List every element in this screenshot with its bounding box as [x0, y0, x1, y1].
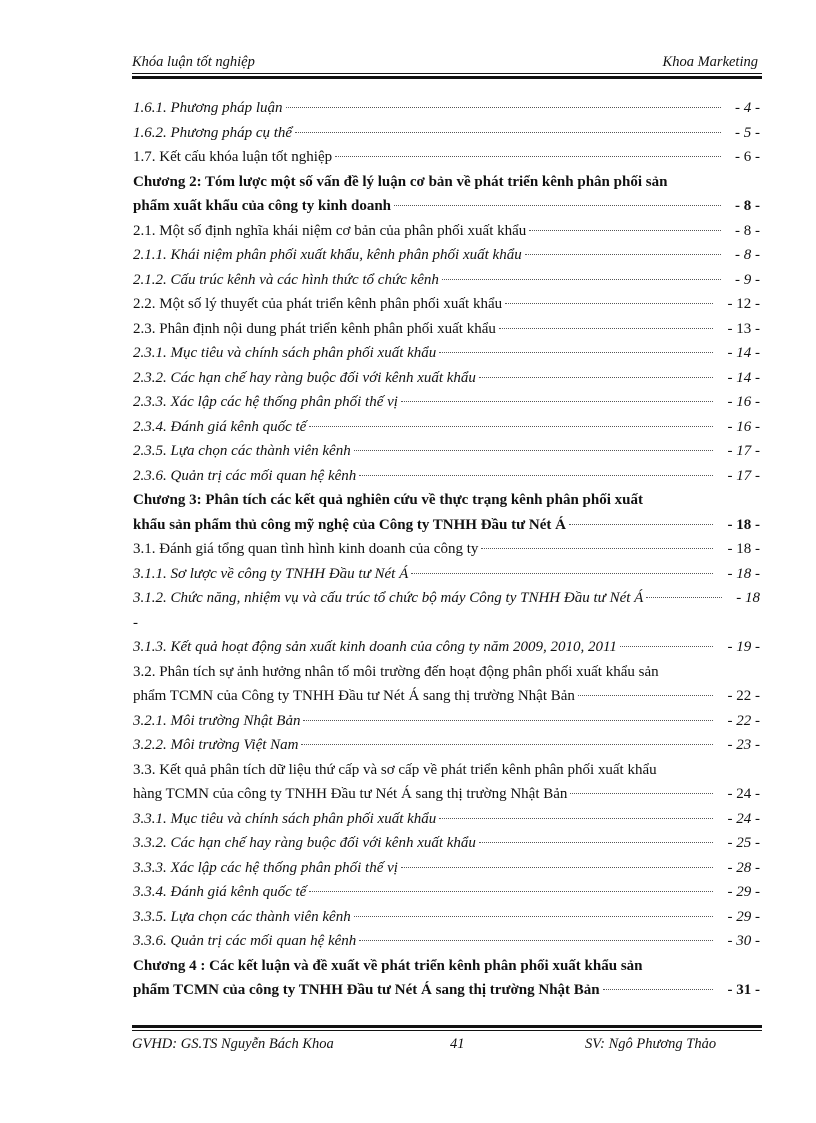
toc-entry-label: 2.1. Một số định nghĩa khái niệm cơ bản của phân phối xuất khẩu	[133, 222, 527, 239]
toc-entry[interactable]	[133, 172, 760, 197]
toc-entry-label: 3.3.2. Các hạn chế hay ràng buộc đối với kênh xuất khẩu	[133, 835, 476, 851]
toc-entry[interactable]	[133, 343, 760, 368]
toc-entry-page: - 22 -	[727, 712, 760, 729]
toc-entry-page: - 19 -	[727, 639, 760, 655]
toc-leader-dots	[570, 792, 713, 794]
toc-entry[interactable]	[133, 515, 760, 540]
toc-leader-dots	[569, 523, 713, 525]
toc-leader-dots	[525, 253, 721, 255]
toc-leader-dots	[301, 743, 713, 745]
toc-entry-page: - 14 -	[727, 345, 760, 361]
toc-entry[interactable]	[133, 956, 760, 981]
toc-entry-page: - 16 -	[727, 394, 760, 410]
toc-entry[interactable]	[133, 907, 760, 932]
toc-entry[interactable]	[133, 784, 760, 809]
footer-student: SV: Ngô Phương Thảo	[585, 1036, 717, 1052]
toc-entry-label: 2.3.4. Đánh giá kênh quốc tế	[133, 418, 307, 435]
toc-entry-page: - 13 -	[727, 320, 760, 337]
toc-entry-label: phẩm TCMN của công ty TNHH Đầu tư Nét Á sang thị trường Nhật Bản	[133, 982, 600, 998]
toc-entry-label: 3.3.4. Đánh giá kênh quốc tế	[133, 884, 307, 900]
toc-entry-label: 3.2.2. Môi trường Việt Nam	[133, 737, 299, 753]
toc-entry[interactable]	[133, 686, 760, 711]
toc-entry[interactable]	[133, 441, 760, 466]
toc-entry-label: 3.3.1. Mục tiêu và chính sách phân phối xuất khẩu	[133, 810, 437, 827]
toc-entry[interactable]	[133, 245, 760, 270]
toc-entry-page: - 22 -	[727, 688, 760, 704]
toc-entry[interactable]	[133, 196, 760, 221]
toc-entry-label: Chương 2: Tóm lược một số vấn đề lý luận cơ bản về phát triển kênh phân phối sản	[133, 173, 668, 190]
toc-leader-dots	[529, 229, 721, 231]
toc-entry-label: 3.3.3. Xác lập các hệ thống phân phối thế vị	[133, 859, 398, 876]
toc-entry[interactable]	[133, 882, 760, 907]
toc-leader-dots	[439, 351, 713, 353]
toc-leader-dots	[401, 400, 713, 402]
toc-leader-dots	[359, 939, 713, 941]
toc-leader-dots	[442, 278, 721, 280]
toc-entry-page: - 29 -	[727, 884, 760, 900]
toc-entry-label: 2.3.3. Xác lập các hệ thống phân phối thế vị	[133, 394, 398, 410]
toc-leader-dots	[359, 474, 713, 476]
toc-entry-label: 3.1.2. Chức năng, nhiệm vụ và cấu trúc tổ chức bộ máy Công ty TNHH Đầu tư Nét Á	[133, 590, 644, 606]
toc-entry-page: - 14 -	[727, 369, 760, 386]
toc-entry[interactable]	[133, 123, 760, 148]
toc-entry-page: - 8 -	[735, 198, 760, 214]
toc-entry[interactable]	[133, 980, 760, 1005]
toc-leader-dots	[309, 425, 713, 427]
toc-entry-label: 1.6.2. Phương pháp cụ thể	[133, 124, 293, 141]
toc-entry[interactable]	[133, 564, 760, 589]
header-thesis-title: Khóa luận tốt nghiệp	[132, 54, 255, 70]
toc-entry[interactable]	[133, 809, 760, 834]
toc-entry-label: 3.1. Đánh giá tổng quan tình hình kinh doanh của công ty	[133, 541, 479, 557]
toc-entry-label: 2.1.1. Khái niệm phân phối xuất khẩu, kênh phân phối xuất khẩu	[133, 247, 522, 263]
toc-entry-page: - 18 -	[727, 541, 760, 557]
toc-entry-page: - 17 -	[727, 443, 760, 459]
toc-entry-label: 2.3. Phân định nội dung phát triển kênh phân phối xuất khẩu	[133, 320, 496, 337]
footer-page-number: 41	[450, 1036, 465, 1052]
toc-entry-label: 2.3.5. Lựa chọn các thành viên kênh	[133, 443, 351, 459]
toc-entry[interactable]	[133, 833, 760, 858]
toc-entry-page: - 16 -	[727, 418, 760, 435]
toc-entry[interactable]	[133, 319, 760, 344]
toc-entry-page: - 5 -	[735, 124, 760, 141]
toc-entry[interactable]	[133, 368, 760, 393]
toc-entry-label: 3.3. Kết quả phân tích dữ liệu thứ cấp và sơ cấp về phát triển kênh phân phối xuất khẩu	[133, 761, 657, 778]
toc-leader-dots	[479, 841, 713, 843]
toc-entry[interactable]	[133, 392, 760, 417]
toc-entry-page: - 9 -	[735, 271, 760, 288]
toc-entry[interactable]	[133, 931, 760, 956]
toc-entry-page: - 17 -	[727, 467, 760, 484]
toc-entry[interactable]	[133, 270, 760, 295]
toc-entry-label: Chương 4 : Các kết luận và đề xuất về phát triển kênh phân phối xuất khẩu sản	[133, 957, 643, 974]
toc-entry[interactable]	[133, 490, 760, 515]
footer-rule-thick	[132, 1025, 762, 1028]
toc-entry-label: 2.3.1. Mục tiêu và chính sách phân phối xuất khẩu	[133, 345, 437, 361]
toc-entry-label: 3.3.6. Quản trị các mối quan hệ kênh	[133, 933, 357, 949]
header-rule-thin	[132, 73, 762, 74]
toc-entry-page: - 12 -	[727, 296, 760, 312]
toc-entry-page: - 28 -	[727, 859, 760, 876]
toc-leader-dots	[295, 131, 721, 133]
toc-entry[interactable]	[133, 417, 760, 442]
toc-entry[interactable]	[133, 613, 760, 638]
toc-leader-dots	[578, 694, 713, 696]
toc-entry-label: -	[133, 614, 138, 631]
toc-entry-label: 3.2. Phân tích sự ảnh hưởng nhân tố môi trường đến hoạt động phân phối xuất khẩu sản	[133, 663, 659, 680]
toc-entry-page: - 8 -	[735, 222, 760, 239]
toc-leader-dots	[335, 155, 721, 157]
toc-entry-page: - 18	[736, 590, 760, 606]
toc-entry-label: 3.1.3. Kết quả hoạt động sản xuất kinh doanh của công ty năm 2009, 2010, 2011	[133, 639, 617, 655]
toc-leader-dots	[394, 204, 721, 206]
toc-leader-dots	[479, 376, 713, 378]
toc-entry-page: - 24 -	[727, 786, 760, 802]
toc-entry-label: 2.3.2. Các hạn chế hay ràng buộc đối với kênh xuất khẩu	[133, 369, 476, 386]
toc-entry-label: phẩm xuất khẩu của công ty kinh doanh	[133, 198, 392, 214]
toc-entry-label: Chương 3: Phân tích các kết quả nghiên cứu về thực trạng kênh phân phối xuất	[133, 492, 643, 508]
toc-entry-label: hàng TCMN của công ty TNHH Đầu tư Nét Á sang thị trường Nhật Bản	[133, 786, 568, 802]
toc-leader-dots	[499, 327, 713, 329]
toc-entry[interactable]	[133, 858, 760, 883]
toc-entry[interactable]	[133, 735, 760, 760]
toc-entry-label: 2.1.2. Cấu trúc kênh và các hình thức tổ chức kênh	[133, 271, 439, 288]
toc-entry-page: - 30 -	[727, 933, 760, 949]
footer-supervisor: GVHD: GS.TS Nguyễn Bách Khoa	[132, 1036, 334, 1052]
toc-leader-dots	[603, 988, 713, 990]
toc-entry-label: 3.3.5. Lựa chọn các thành viên kênh	[133, 908, 351, 925]
toc-leader-dots	[411, 572, 713, 574]
toc-leader-dots	[646, 596, 722, 598]
table-of-contents	[133, 98, 760, 1005]
toc-entry[interactable]	[133, 466, 760, 491]
toc-leader-dots	[620, 645, 713, 647]
header-rule-thick	[132, 76, 762, 79]
toc-entry-page: - 18 -	[727, 565, 760, 582]
toc-entry-page: - 31 -	[727, 982, 760, 998]
toc-entry-label: phẩm TCMN của Công ty TNHH Đầu tư Nét Á sang thị trường Nhật Bản	[133, 688, 575, 704]
toc-leader-dots	[354, 449, 713, 451]
footer-rule-thin	[132, 1030, 762, 1031]
toc-entry-page: - 25 -	[727, 835, 760, 851]
toc-entry-page: - 23 -	[727, 737, 760, 753]
toc-entry[interactable]	[133, 711, 760, 736]
toc-entry-page: - 8 -	[735, 247, 760, 263]
toc-entry-page: - 24 -	[727, 810, 760, 827]
toc-entry-label: 1.7. Kết cấu khóa luận tốt nghiệp	[133, 149, 333, 165]
toc-entry-label: 2.3.6. Quản trị các mối quan hệ kênh	[133, 467, 357, 484]
toc-entry-label: 3.2.1. Môi trường Nhật Bản	[133, 712, 301, 729]
toc-entry[interactable]	[133, 760, 760, 785]
toc-entry-page: - 18 -	[727, 516, 760, 533]
toc-entry[interactable]	[133, 662, 760, 687]
toc-entry[interactable]	[133, 221, 760, 246]
toc-leader-dots	[439, 817, 713, 819]
toc-leader-dots	[286, 106, 721, 108]
toc-entry[interactable]	[133, 539, 760, 564]
toc-leader-dots	[303, 719, 713, 721]
toc-entry-label: 1.6.1. Phương pháp luận	[133, 100, 283, 116]
toc-entry-label: khẩu sản phẩm thủ công mỹ nghệ của Công ty TNHH Đầu tư Nét Á	[133, 516, 566, 533]
page-header	[132, 52, 758, 74]
toc-entry[interactable]	[133, 98, 760, 123]
toc-entry[interactable]	[133, 147, 760, 172]
toc-entry-page: - 29 -	[727, 908, 760, 925]
header-faculty: Khoa Marketing	[662, 54, 758, 70]
toc-entry-label: 3.1.1. Sơ lược về công ty TNHH Đầu tư Nét Á	[133, 565, 409, 582]
toc-entry-page: - 4 -	[735, 100, 760, 116]
toc-leader-dots	[401, 866, 713, 868]
toc-entry[interactable]	[133, 294, 760, 319]
toc-entry[interactable]	[133, 637, 760, 662]
toc-entry[interactable]	[133, 588, 760, 613]
toc-leader-dots	[354, 915, 713, 917]
toc-leader-dots	[481, 547, 713, 549]
toc-leader-dots	[505, 302, 713, 304]
toc-entry-page: - 6 -	[735, 149, 760, 165]
toc-leader-dots	[309, 890, 713, 892]
toc-entry-label: 2.2. Một số lý thuyết của phát triển kênh phân phối xuất khẩu	[133, 296, 503, 312]
